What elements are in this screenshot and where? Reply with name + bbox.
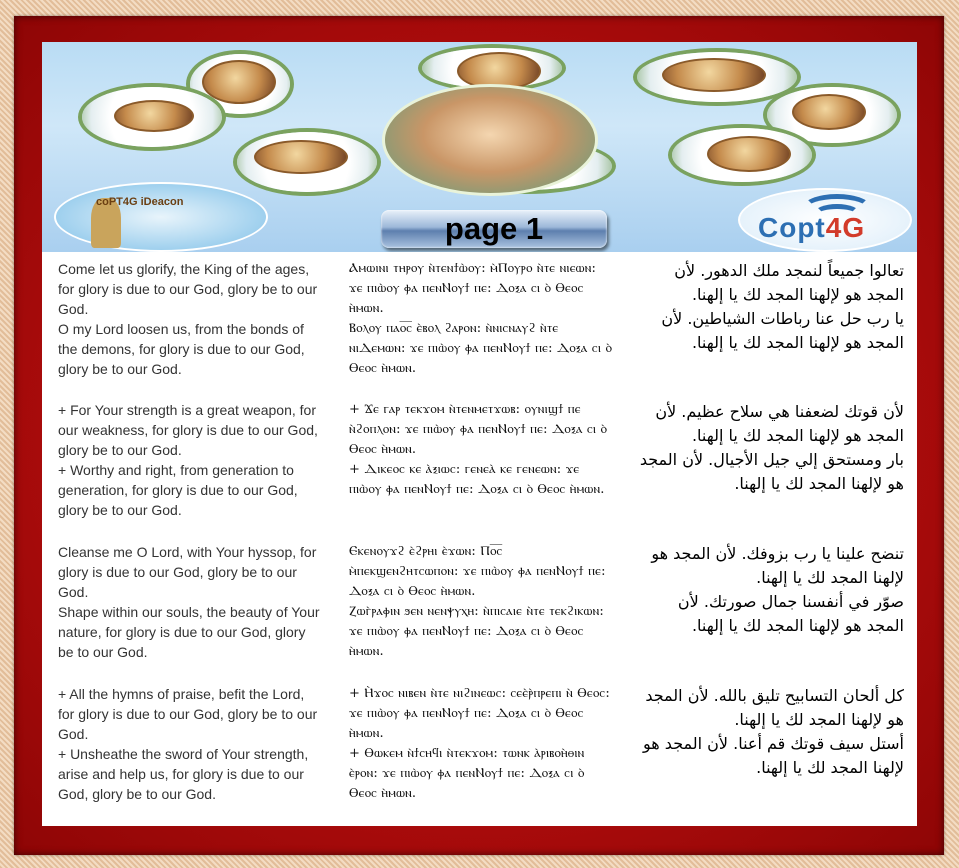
english-text: Cleanse me O Lord, with Your hyssop, for glory is due to our God, glory be to our God. Shape within our souls, the beauty of Your nature, for glory is due to our God, glory be to our God. bbox=[58, 544, 320, 660]
coptic-text: + Ϫⲉ ⲅⲁⲣ ⲧⲉⲕϫⲟⲙ ⲛ̀ⲧⲉⲛⲙⲉⲧϫⲱⲃ: ⲟⲩⲛⲓϣϯ ⲡⲉ ⲛ̀ϩⲟⲡⲗⲟⲛ: ϫⲉ ⲡⲓⲱ̀ⲟⲩ ⲫⲁ ⲡⲉⲛⲚⲟⲩϯ ⲡⲉ: Ⲇⲟⲝⲁ ⲥⲓ ⲟ̀ Ⲑⲉⲟⲥ ⲏ̀ⲙⲱⲛ. + Ⲇⲓⲕⲉⲟⲥ ⲕⲉ ⲁ̀ⲝⲓⲱⲥ: ⲅⲉⲛⲉⲁ̀ ⲕⲉ ⲅⲉⲛⲉⲱⲛ: ϫⲉ ⲡⲓⲱ̀ⲟⲩ ⲫⲁ ⲡⲉⲛⲚⲟⲩϯ ⲡⲉ: Ⲇⲟⲝⲁ ⲥⲓ ⲟ̀ Ⲑⲉⲟⲥ ⲏ̀ⲙⲱⲛ. bbox=[349, 402, 608, 497]
arabic-stanza-1 bbox=[636, 259, 904, 355]
page-label: page 1 bbox=[444, 211, 544, 246]
arabic-text: لأن قوتك لضعفنا هي سلاح عظيم. لأن المجد هو لإلهنا المجد لك يا إلهنا. بار ومستحق إلي جيل الأجيال. لأن المجد هو لإلهنا المجد لك يا إلهنا. bbox=[639, 402, 904, 493]
page bbox=[42, 42, 917, 826]
arabic-stanza-2 bbox=[636, 400, 904, 496]
arabic-stanza-3 bbox=[636, 542, 904, 638]
saint-icon bbox=[707, 136, 791, 172]
saint-icon bbox=[202, 60, 276, 104]
arabic-text: تعالوا جميعاً لنمجد ملك الدهور. لأن المجد هو لإلهنا المجد لك يا إلهنا. يا رب حل عنا رباطات الشياطين. لأن المجد هو لإلهنا المجد لك يا إلهنا. bbox=[661, 261, 904, 352]
english-stanza-4 bbox=[58, 684, 323, 804]
coptic-stanza-4 bbox=[349, 684, 614, 804]
saint-icon bbox=[792, 94, 866, 130]
saint-icon bbox=[254, 140, 348, 174]
english-text: + For Your strength is a great weapon, for our weakness, for glory is due to our God, glory be to our God. + Worthy and right, from generation to generation, for glory is due to our God, glory be to our God. bbox=[58, 402, 318, 518]
coptic-text: + Ⲏ̀ϫⲟⲥ ⲛⲓⲃⲉⲛ ⲛ̀ⲧⲉ ⲛⲓϩⲓⲛⲉⲱⲥ: ⲥⲉⲉ̀ⲣ̀ⲡⲣⲉⲡⲓ ⲛ̀ Ⲑⲉⲟⲥ: ϫⲉ ⲡⲓⲱ̀ⲟⲩ ⲫⲁ ⲡⲉⲛⲚⲟⲩϯ ⲡⲉ: Ⲇⲟⲝⲁ ⲥⲓ ⲟ̀ Ⲑⲉⲟⲥ ⲏ̀ⲙⲱⲛ. + Ⲑⲱⲕⲉⲙ ⲛ̀ϯⲥⲏϥⲓ ⲛ̀ⲧⲉⲕϫⲟⲙ: ⲧⲱⲛⲕ ⲁ̀ⲣⲓⲃⲟⲏ̀ⲑⲓⲛ ⲉ̀ⲣⲟⲛ: ϫⲉ ⲡⲓⲱ̀ⲟⲩ ⲫⲁ ⲡⲉⲛⲚⲟⲩϯ ⲡⲉ: Ⲇⲟⲝⲁ ⲥⲓ ⲟ̀ Ⲑⲉⲟⲥ ⲏ̀ⲙⲱⲛ. bbox=[349, 686, 610, 801]
arabic-text: كل ألحان التسابيح تليق بالله. لأن المجد هو لإلهنا المجد لك يا إلهنا. أستل سيف قوتك قم أعنا. لأن المجد هو لإلهنا المجد لك يا إلهنا. bbox=[643, 686, 904, 777]
coptic-text: Ⲉⲕⲉⲛⲟⲩϫϩ ⲉ̀ϩⲣⲏⲓ ⲉ̀ϫⲱⲛ: Ⲡⲟ̅ⲥ̅ ⲙ̀ⲡⲉⲕϣⲉⲛϩⲏⲧⲥⲱⲡⲟⲛ: ϫⲉ ⲡⲓⲱ̀ⲟⲩ ⲫⲁ ⲡⲉⲛⲚⲟⲩϯ ⲡⲉ: Ⲇⲟⲝⲁ ⲥⲓ ⲟ̀ Ⲑⲉⲟⲥ ⲏ̀ⲙⲱⲛ. Ⲍⲱⲅ̀ⲣⲁⲫⲓⲛ ϧⲉⲛ ⲛⲉⲛⲯⲩⲭⲏ: ⲛ̀ⲡⲓⲥⲁⲓⲉ ⲛ̀ⲧⲉ ⲧⲉⲕϩⲓⲕⲱⲛ: ϫⲉ ⲡⲓⲱ̀ⲟⲩ ⲫⲁ ⲡⲉⲛⲚⲟⲩϯ ⲡⲉ: Ⲇⲟⲝⲁ ⲥⲓ ⲟ̀ Ⲑⲉⲟⲥ ⲏ̀ⲙⲱⲛ. bbox=[349, 544, 606, 659]
english-stanza-2 bbox=[58, 400, 323, 520]
copt4g-logo-text: Copt4G bbox=[758, 212, 866, 243]
ideacon-logo-text: coPT4G iDeacon bbox=[96, 196, 184, 208]
copt4g-logo bbox=[738, 188, 912, 252]
english-text: + All the hymns of praise, befit the Lord, for glory is due to our God, glory be to our God. + Unsheathe the sword of Your strength, arise and help us, for glory is due to our God, glory be to our God. bbox=[58, 686, 318, 802]
english-text: Come let us glorify, the King of the ages, for glory is due to our God, glory be to our God. O my Lord loosen us, from the bonds of the demons, for glory is due to our God, glory be to our God. bbox=[58, 261, 318, 377]
coptic-stanza-1 bbox=[349, 259, 614, 379]
ideacon-logo bbox=[54, 182, 268, 252]
saint-icon bbox=[114, 100, 194, 132]
english-stanza-1 bbox=[58, 259, 323, 379]
header-banner bbox=[42, 42, 917, 252]
arabic-stanza-4 bbox=[636, 684, 904, 780]
coptic-stanza-2 bbox=[349, 400, 614, 500]
saint-icon bbox=[662, 58, 766, 92]
english-stanza-3 bbox=[58, 542, 323, 662]
christ-icon bbox=[382, 84, 598, 196]
arabic-text: تنضح علينا يا رب بزوفك. لأن المجد هو لإلهنا المجد لك يا إلهنا. صوّر في أنفسنا جمال صورتك. لأن المجد هو لإلهنا المجد لك يا إلهنا. bbox=[651, 544, 904, 635]
page-number-badge bbox=[381, 210, 607, 248]
coptic-text: Ⲁⲙⲱⲓⲛⲓ ⲧⲏⲣⲟⲩ ⲛ̀ⲧⲉⲛϯⲱ̀ⲟⲩ: ⲙ̀Ⲡⲟⲩⲣⲟ ⲛ̀ⲧⲉ ⲛⲓⲉⲱⲛ: ϫⲉ ⲡⲓⲱ̀ⲟⲩ ⲫⲁ ⲡⲉⲛⲚⲟⲩϯ ⲡⲉ: Ⲇⲟⲝⲁ ⲥⲓ ⲟ̀ Ⲑⲉⲟⲥ ⲏ̀ⲙⲱⲛ. Ⲃⲟⲗⲟⲩ ⲡⲁⲟ̅ⲥ̅ ⲉ̀ⲃⲟⲗ ϩⲁⲣⲟⲛ: ⲛ̀ⲛⲓⲥⲛⲁⲩϩ ⲛ̀ⲧⲉ ⲛⲓⲆⲉⲙⲱⲛ: ϫⲉ ⲡⲓⲱ̀ⲟⲩ ⲫⲁ ⲡⲉⲛⲚⲟⲩϯ ⲡⲉ: Ⲇⲟⲝⲁ ⲥⲓ ⲟ̀ Ⲑⲉⲟⲥ ⲏ̀ⲙⲱⲛ. bbox=[349, 261, 613, 376]
coptic-stanza-3 bbox=[349, 542, 614, 662]
